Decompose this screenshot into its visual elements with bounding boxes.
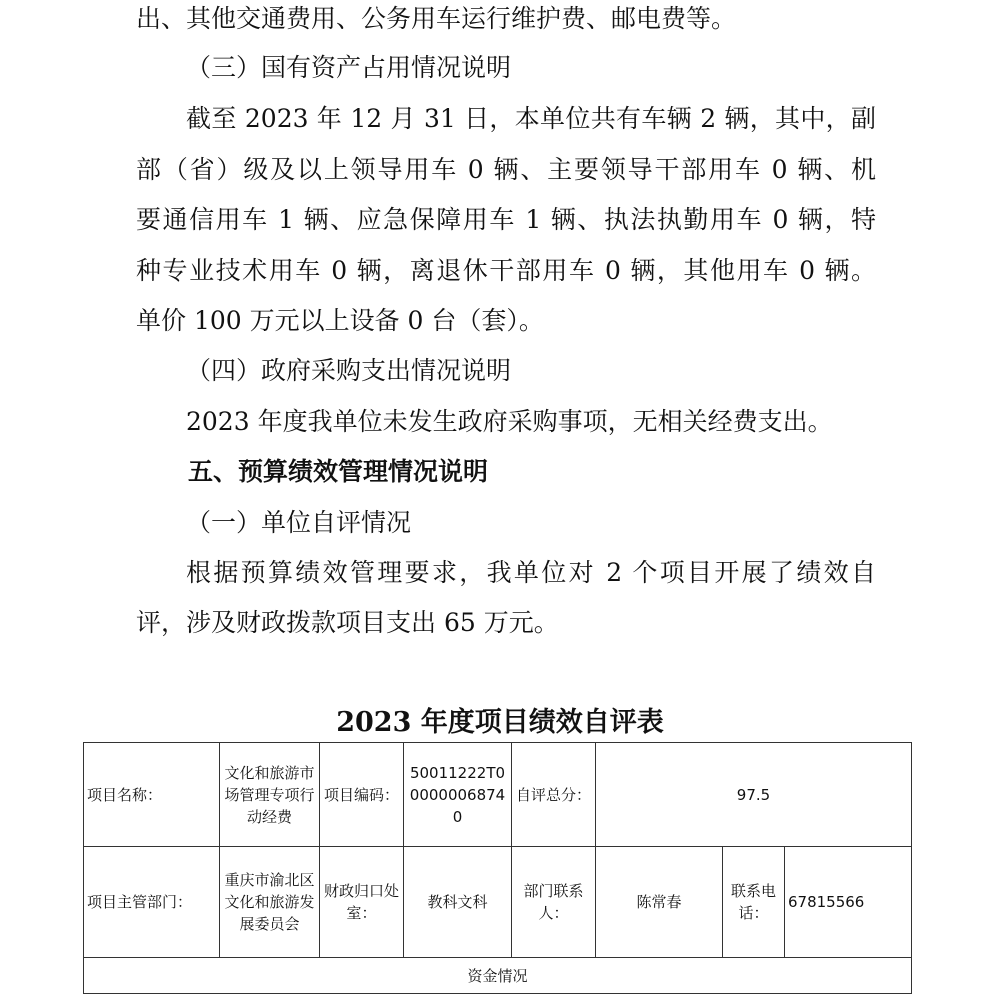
paragraph-line: 根据预算绩效管理要求，我单位对 2 个项目开展了绩效自 (186, 558, 876, 587)
paragraph-line: 种专业技术用车 0 辆，离退休干部用车 0 辆，其他用车 0 辆。 (136, 256, 876, 285)
section-heading: （四）政府采购支出情况说明 (186, 356, 512, 385)
project-name-value: 文化和旅游市场管理专项行动经费 (220, 743, 320, 847)
dept-value: 重庆市渝北区文化和旅游发展委员会 (220, 847, 320, 958)
self-score-value: 97.5 (596, 743, 912, 847)
paragraph-line: 截至 2023 年 12 月 31 日，本单位共有车辆 2 辆，其中，副 (186, 104, 876, 133)
phone-value: 67815566 (785, 847, 912, 958)
phone-label: 联系电话： (723, 847, 785, 958)
paragraph-line: 评，涉及财政拨款项目支出 65 万元。 (136, 608, 559, 637)
project-code-value: 50011222T000000068740 (404, 743, 512, 847)
table-row (84, 958, 912, 994)
paragraph-line: 出、其他交通费用、公务用车运行维护费、邮电费等。 (136, 4, 737, 33)
project-name-label: 项目名称： (84, 743, 220, 847)
office-value: 教科文科 (404, 847, 512, 958)
paragraph-line: 要通信用车 1 辆、应急保障用车 1 辆、执法执勤用车 0 辆，特 (136, 205, 876, 234)
table-row (84, 743, 912, 847)
contact-label: 部门联系人： (512, 847, 596, 958)
paragraph-line: 2023 年度我单位未发生政府采购事项，无相关经费支出。 (186, 407, 833, 436)
chapter-heading: 五、预算绩效管理情况说明 (188, 457, 489, 486)
paragraph-line: 单价 100 万元以上设备 0 台（套）。 (136, 306, 544, 335)
dept-label: 项目主管部门： (84, 847, 220, 958)
self-score-label: 自评总分： (512, 743, 596, 847)
table-row (84, 847, 912, 958)
contact-value: 陈常春 (596, 847, 723, 958)
performance-table (83, 742, 912, 994)
project-code-label: 项目编码： (320, 743, 404, 847)
paragraph-line: 部（省）级及以上领导用车 0 辆、主要领导干部用车 0 辆、机 (136, 155, 876, 184)
office-label: 财政归口处室： (320, 847, 404, 958)
section-heading: （一）单位自评情况 (186, 508, 412, 537)
table-title: 2023 年度项目绩效自评表 (336, 707, 664, 738)
funds-header: 资金情况 (84, 958, 912, 994)
section-heading: （三）国有资产占用情况说明 (186, 53, 512, 82)
